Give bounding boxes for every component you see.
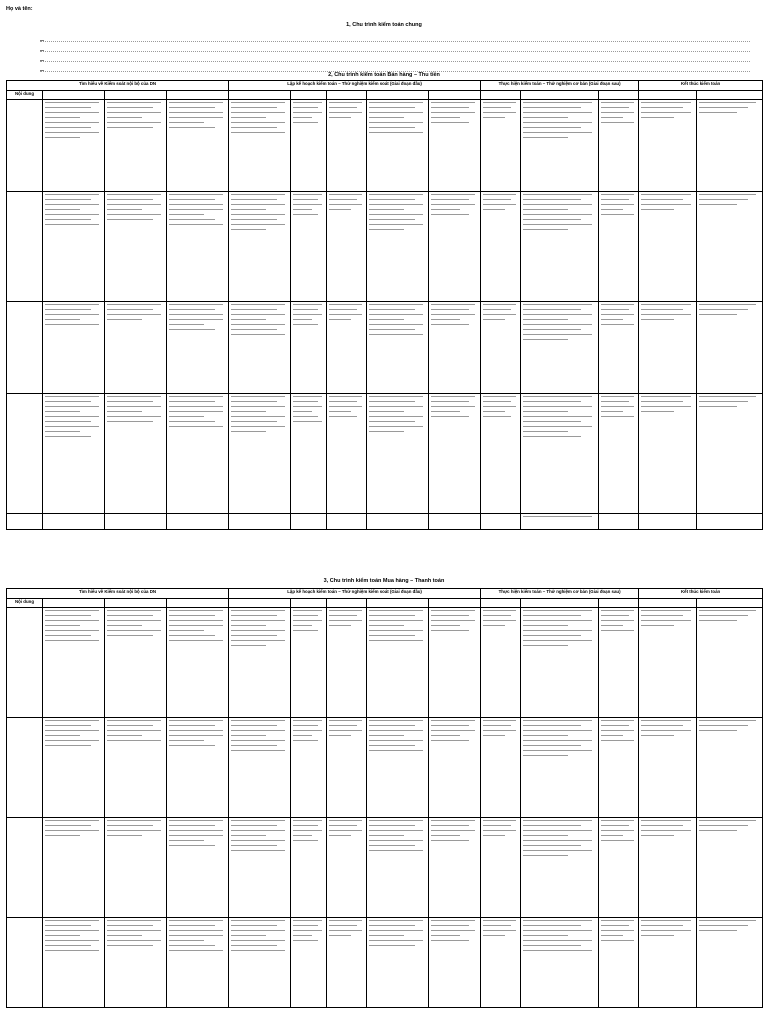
table-row	[7, 100, 763, 192]
group-header: Tìm hiểu về Kiểm soát nội bộ của DN	[7, 81, 229, 91]
row-label	[7, 918, 43, 1008]
table-row	[7, 718, 763, 818]
list-item	[40, 42, 750, 52]
column-header	[167, 91, 229, 100]
list-item	[40, 32, 750, 42]
group-header: Lập kế hoạch kiểm toán – Thử nghiệm kiểm soát (Giai đoạn đầu)	[229, 81, 481, 91]
column-header: Nội dung	[7, 599, 43, 608]
column-header	[697, 91, 763, 100]
sales-collection-table	[6, 80, 763, 530]
column-header	[43, 91, 105, 100]
column-header	[43, 599, 105, 608]
row-label	[7, 608, 43, 718]
column-header	[291, 91, 327, 100]
row-label	[7, 718, 43, 818]
row-label	[7, 302, 43, 394]
group-header: Thực hiện kiểm toán – Thử nghiệm cơ bản (Giai đoạn sau)	[481, 589, 639, 599]
table-row	[7, 608, 763, 718]
table-row	[7, 818, 763, 918]
table-row	[7, 394, 763, 514]
section-1-title: 1, Chu trình kiểm toán chung	[346, 22, 422, 28]
row-label	[7, 192, 43, 302]
purchase-payment-table	[6, 588, 763, 1008]
column-header	[697, 599, 763, 608]
column-header	[105, 91, 167, 100]
column-header	[229, 91, 291, 100]
table-row	[7, 192, 763, 302]
column-header: Nội dung	[7, 91, 43, 100]
column-header	[429, 91, 481, 100]
row-label	[7, 818, 43, 918]
list-item	[40, 52, 750, 62]
column-header	[327, 599, 367, 608]
column-header	[291, 599, 327, 608]
table-row	[7, 514, 763, 530]
group-header: Kết thúc kiểm toán	[639, 81, 763, 91]
table-row	[7, 918, 763, 1008]
column-header	[639, 91, 697, 100]
column-header	[599, 599, 639, 608]
column-header	[367, 599, 429, 608]
table-row	[7, 302, 763, 394]
column-header	[367, 91, 429, 100]
column-header	[521, 599, 599, 608]
name-label: Họ và tên:	[6, 6, 33, 12]
row-label	[7, 100, 43, 192]
audit-steps-list	[40, 32, 750, 72]
group-header: Kết thúc kiểm toán	[639, 589, 763, 599]
column-header	[481, 91, 521, 100]
column-header	[599, 91, 639, 100]
column-header	[521, 91, 599, 100]
group-header: Lập kế hoạch kiểm toán – Thử nghiệm kiểm soát (Giai đoạn đầu)	[229, 589, 481, 599]
group-header: Tìm hiểu về Kiểm soát nội bộ của DN	[7, 589, 229, 599]
list-item	[40, 62, 750, 72]
column-header	[229, 599, 291, 608]
column-header	[327, 91, 367, 100]
column-header	[639, 599, 697, 608]
row-label	[7, 394, 43, 514]
section-3-title: 3, Chu trình kiểm toán Mua hàng – Thanh toán	[323, 578, 445, 584]
column-header	[105, 599, 167, 608]
column-header	[167, 599, 229, 608]
column-header	[429, 599, 481, 608]
group-header: Thực hiện kiểm toán – Thử nghiệm cơ bản (Giai đoạn sau)	[481, 81, 639, 91]
section-2-title: 2, Chu trình kiểm toán Bán hàng – Thu tiền	[328, 72, 440, 78]
column-header	[481, 599, 521, 608]
